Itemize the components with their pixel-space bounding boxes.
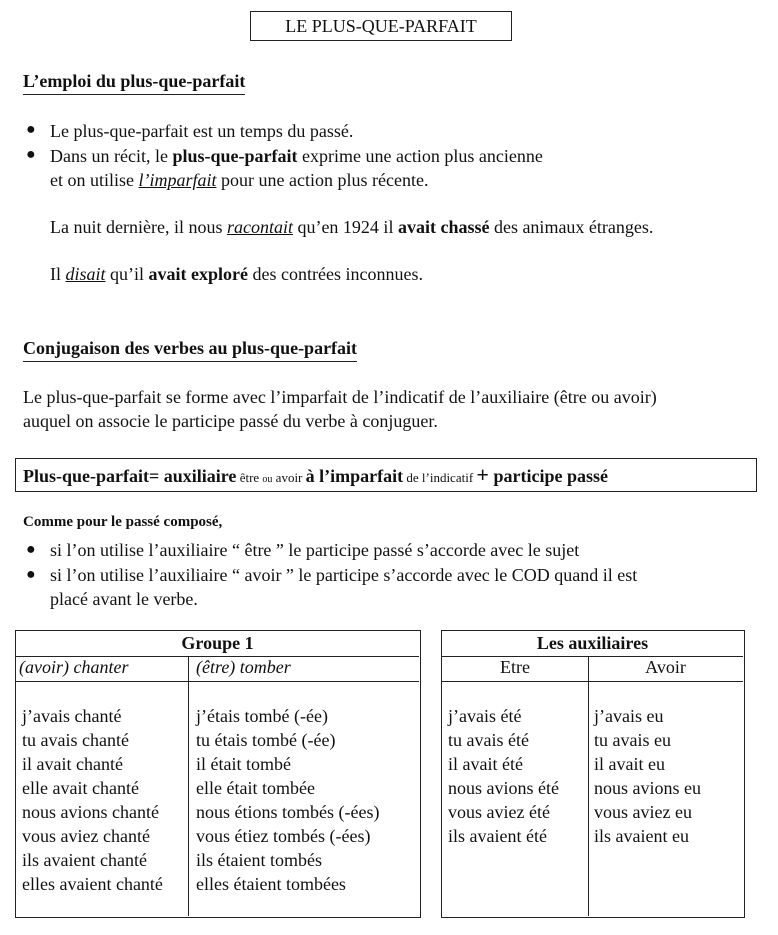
column-header: (avoir) chanter	[19, 657, 129, 677]
list-item: tu avais été	[448, 730, 529, 750]
divider	[588, 656, 589, 916]
list-item: tu avais eu	[594, 730, 671, 750]
list-item: nous étions tombés (-ées)	[196, 802, 380, 822]
column-chanter	[22, 704, 163, 896]
list-item: ils étaient tombés	[196, 850, 322, 870]
table-header: Groupe 1	[181, 633, 254, 653]
table-groupe-1	[15, 630, 421, 918]
list-item: ils avaient été	[448, 826, 547, 846]
list-item: vous étiez tombés (-ées)	[196, 826, 371, 846]
list-item: nous avions eu	[594, 778, 701, 798]
divider	[16, 681, 419, 682]
bullet-text-2-line2: et on utilise l’imparfait pour une action plus récente.	[50, 170, 429, 190]
list-item: il avait eu	[594, 754, 665, 774]
bullet-text-2: Dans un récit, le plus-que-parfait exprime une action plus ancienne	[50, 146, 543, 166]
note-bullet-2: si l’on utilise l’auxiliaire “ avoir ” le participe s’accorde avec le COD quand il est	[50, 565, 638, 585]
list-item: j’étais tombé (-ée)	[196, 706, 328, 726]
column-header: (être) tomber	[196, 657, 291, 677]
list-item: il avait chanté	[22, 754, 123, 774]
list-item: vous aviez chanté	[22, 826, 150, 846]
page-title: LE PLUS-QUE-PARFAIT	[250, 11, 512, 41]
list-item: j’avais été	[448, 706, 522, 726]
column-header: Avoir	[645, 657, 686, 677]
list-item: tu avais chanté	[22, 730, 129, 750]
paragraph-line-2: auquel on associe le participe passé du verbe à conjuguer.	[23, 411, 438, 431]
formula-box: Plus-que-parfait= auxiliaire être ou avoir à l’imparfait de l’indicatif + participe passé	[15, 458, 757, 492]
list-item: elle était tombée	[196, 778, 315, 798]
list-item: tu étais tombé (-ée)	[196, 730, 336, 750]
list-item: nous avions été	[448, 778, 559, 798]
list-item: il était tombé	[196, 754, 291, 774]
bullet-icon: ●	[26, 121, 36, 138]
list-item: nous avions chanté	[22, 802, 159, 822]
divider	[188, 656, 189, 916]
note-heading: Comme pour le passé composé,	[23, 514, 223, 530]
note-bullet-2-line2: placé avant le verbe.	[50, 589, 198, 609]
list-item: elle avait chanté	[22, 778, 139, 798]
divider	[442, 681, 743, 682]
column-avoir	[594, 704, 701, 848]
paragraph-line-1: Le plus-que-parfait se forme avec l’imparfait de l’indicatif de l’auxiliaire (être ou avoir)	[23, 387, 657, 407]
list-item: j’avais chanté	[22, 706, 122, 726]
example-sentence-1: La nuit dernière, il nous racontait qu’en 1924 il avait chassé des animaux étranges.	[50, 217, 654, 237]
list-item: ils avaient chanté	[22, 850, 147, 870]
section-heading-emploi: L’emploi du plus-que-parfait	[23, 70, 245, 95]
table-auxiliaires	[441, 630, 745, 918]
list-item: vous aviez été	[448, 802, 550, 822]
bullet-icon: ●	[26, 146, 36, 163]
list-item: ils avaient eu	[594, 826, 689, 846]
column-tomber	[196, 704, 379, 896]
section-heading-conjugaison: Conjugaison des verbes au plus-que-parfait	[23, 337, 357, 362]
example-sentence-2: Il disait qu’il avait exploré des contrées inconnues.	[50, 264, 423, 284]
table-header: Les auxiliaires	[536, 633, 649, 653]
list-item: elles avaient chanté	[22, 874, 163, 894]
note-bullet-1: si l’on utilise l’auxiliaire “ être ” le participe passé s’accorde avec le sujet	[50, 540, 580, 560]
bullet-icon: ●	[26, 541, 36, 558]
list-item: il avait été	[448, 754, 523, 774]
bullet-icon: ●	[26, 566, 36, 583]
column-header: Etre	[500, 657, 530, 677]
list-item: vous aviez eu	[594, 802, 692, 822]
list-item: elles étaient tombées	[196, 874, 346, 894]
list-item: j’avais eu	[594, 706, 664, 726]
column-etre	[448, 704, 559, 848]
bullet-text-1: Le plus-que-parfait est un temps du passé.	[50, 121, 354, 141]
